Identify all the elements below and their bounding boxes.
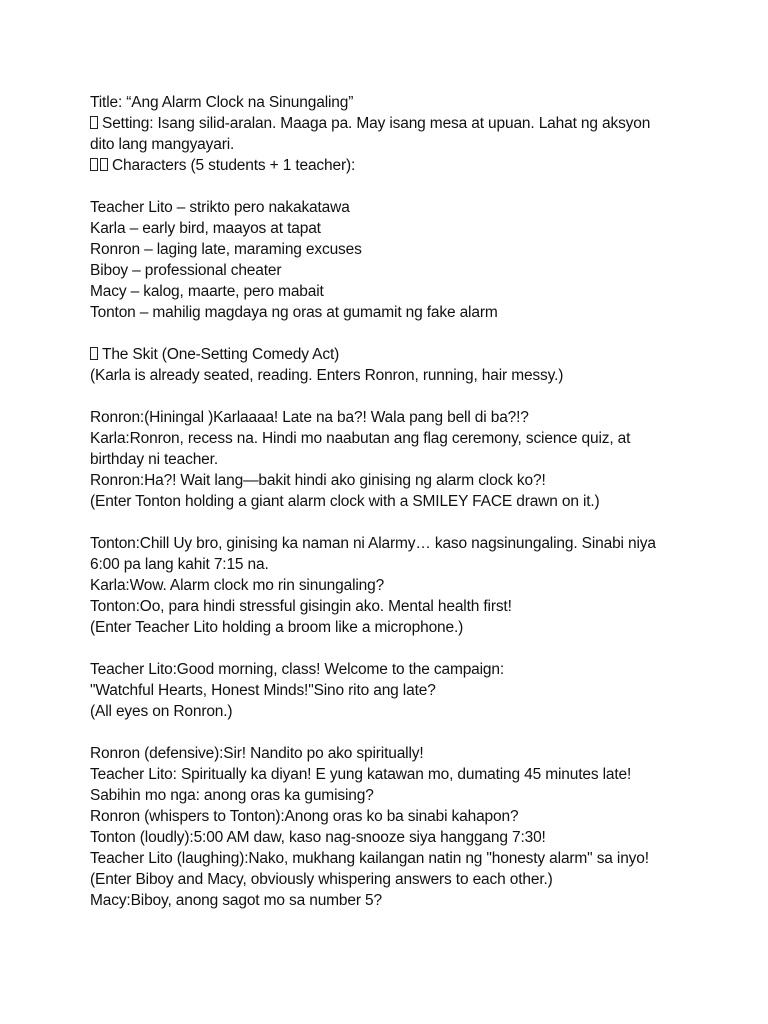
characters-heading-line [90, 155, 678, 176]
blank-line [90, 176, 678, 197]
missing-glyph-icon [90, 158, 98, 171]
characters-heading: Characters (5 students + 1 teacher): [112, 157, 356, 174]
blank-line [90, 512, 678, 533]
character-line: Tonton – mahilig magdaya ng oras at gumamit ng fake alarm [90, 304, 498, 321]
dialogue-line: Teacher Lito: Spiritually ka diyan! E yung katawan mo, dumating 45 minutes late! Sabihin mo nga: anong oras ka gumising? [90, 766, 632, 804]
dialogue-line: Ronron (defensive):Sir! Nandito po ako spiritually! [90, 745, 424, 762]
character-line: Macy – kalog, maarte, pero mabait [90, 283, 324, 300]
dialogue-line: Teacher Lito (laughing):Nako, mukhang kailangan natin ng "honesty alarm" sa inyo! [90, 850, 649, 867]
dialogue-line: Macy:Biboy, anong sagot mo sa number 5? [90, 892, 382, 909]
skit-heading-line [90, 344, 678, 365]
character-line: Ronron – laging late, maraming excuses [90, 241, 362, 258]
blank-line [90, 722, 678, 743]
stage-direction: (All eyes on Ronron.) [90, 703, 233, 720]
dialogue-line: Tonton (loudly):5:00 AM daw, kaso nag-snooze siya hanggang 7:30! [90, 829, 546, 846]
missing-glyph-icon [100, 158, 108, 171]
script-document [90, 92, 678, 911]
character-line: Teacher Lito – strikto pero nakakatawa [90, 199, 350, 216]
setting-line [90, 113, 678, 155]
stage-direction: (Enter Tonton holding a giant alarm clock with a SMILEY FACE drawn on it.) [90, 493, 600, 510]
dialogue-line: Karla:Wow. Alarm clock mo rin sinungaling? [90, 577, 385, 594]
dialogue-line: Ronron:(Hiningal )Karlaaaa! Late na ba?! Wala pang bell di ba?!? [90, 409, 529, 426]
character-line: Karla – early bird, maayos at tapat [90, 220, 321, 237]
skit-heading: The Skit (One-Setting Comedy Act) [102, 346, 340, 363]
dialogue-line: Ronron (whispers to Tonton):Anong oras ko ba sinabi kahapon? [90, 808, 519, 825]
blank-line [90, 323, 678, 344]
document-title: Title: “Ang Alarm Clock na Sinungaling” [90, 94, 354, 111]
missing-glyph-icon [90, 347, 98, 360]
dialogue-line: Karla:Ronron, recess na. Hindi mo naabutan ang flag ceremony, science quiz, at birthday ni teacher. [90, 430, 631, 468]
dialogue-line: Tonton:Chill Uy bro, ginising ka naman ni Alarmy… kaso nagsinungaling. Sinabi niya 6:00 pa lang kahit 7:15 na. [90, 535, 656, 573]
missing-glyph-icon [90, 116, 98, 129]
dialogue-line: Tonton:Oo, para hindi stressful gisingin ako. Mental health first! [90, 598, 512, 615]
dialogue-line: Ronron:Ha?! Wait lang—bakit hindi ako ginising ng alarm clock ko?! [90, 472, 546, 489]
blank-line [90, 638, 678, 659]
dialogue-line: "Watchful Hearts, Honest Minds!"Sino rito ang late? [90, 682, 436, 699]
stage-direction: (Enter Biboy and Macy, obviously whispering answers to each other.) [90, 871, 553, 888]
dialogue-line: Teacher Lito:Good morning, class! Welcome to the campaign: [90, 661, 505, 678]
stage-direction: (Karla is already seated, reading. Enters Ronron, running, hair messy.) [90, 367, 564, 384]
blank-line [90, 386, 678, 407]
setting-text: Setting: Isang silid-aralan. Maaga pa. May isang mesa at upuan. Lahat ng aksyon dito lang mangyayari. [90, 115, 651, 153]
stage-direction: (Enter Teacher Lito holding a broom like a microphone.) [90, 619, 464, 636]
character-line: Biboy – professional cheater [90, 262, 282, 279]
